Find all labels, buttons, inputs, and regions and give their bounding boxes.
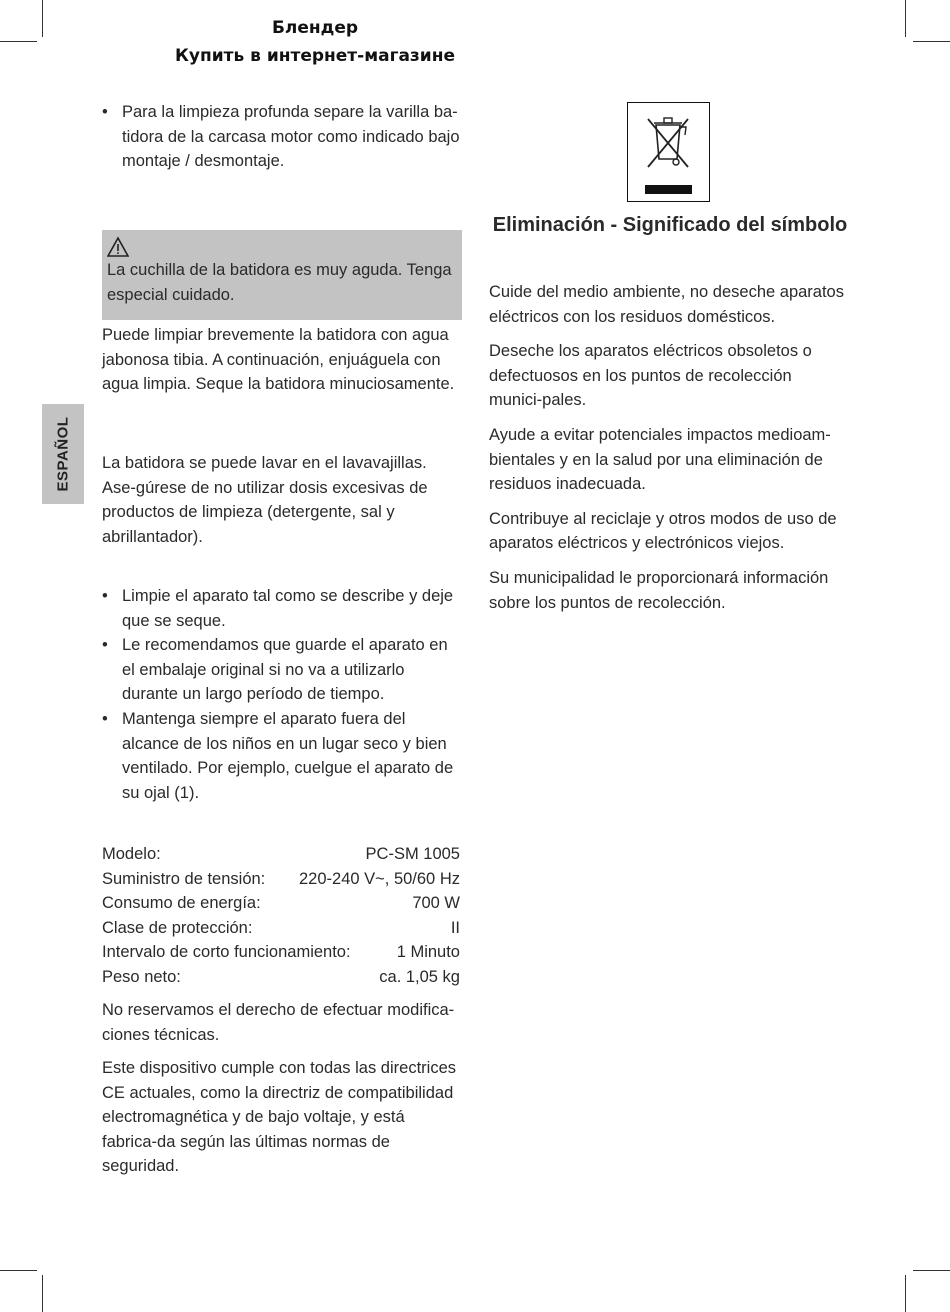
spec-label: Suministro de tensión: [102,869,266,888]
warning-box [102,230,462,320]
spec-row [102,867,460,892]
list-item: • Para la limpieza profunda separe la varilla ba-tidora de la carcasa motor como indicado bajo montaje / desmontaje. [102,100,462,174]
language-tab [42,404,84,504]
crop-mark [913,41,950,42]
disposal-paragraph: Su municipalidad le proporcionará información sobre los puntos de recolección. [489,568,829,612]
spec-row [102,891,460,916]
language-tab-label: ESPAÑOL [54,416,72,492]
spec-label: Consumo de energía: [102,894,261,913]
disposal-paragraph: Contribuye al reciclaje y otros modos de uso de aparatos eléctricos y electrónicos viejos. [489,509,837,553]
spec-value: ca. 1,05 kg [379,967,460,986]
crop-mark [0,41,37,42]
cleaning-bullets [102,100,462,174]
crop-mark [0,1270,37,1271]
spec-row [102,916,460,941]
spec-value: 700 W [412,894,460,913]
spec-value: 1 Minuto [396,943,460,962]
spec-label: Clase de protección: [102,918,253,937]
spec-label: Peso neto: [102,967,181,986]
spec-label: Modelo: [102,845,161,863]
disposal-text [489,280,849,615]
crop-mark [905,0,906,37]
warning-triangle-icon [107,236,129,258]
page-title: Блендер [271,18,359,38]
disposal-paragraph: Deseche los aparatos eléctricos obsoletos o defectuosos en los puntos de recolección munici-pales. [489,342,812,410]
list-item: • Le recomendamos que guarde el aparato en el embalaje original si no va a utilizarlo durante un largo período de tiempo. [102,633,462,707]
spec-row [102,940,460,965]
disposal-paragraph: Cuide del medio ambiente, no deseche aparatos eléctricos con los residuos domésticos. [489,283,844,326]
ce-paragraph: Este dispositivo cumple con todas las directrices CE actuales, como la directriz de compatibilidad electromagnética y de bajo voltaje, y está fabrica-da según las últimas normas de seguridad. [102,1059,456,1176]
wipe-paragraph: Puede limpiar brevemente la batidora con agua jabonosa tibia. A continuación, enjuáguela con agua limpia. Seque la batidora minuciosamente. [102,326,455,394]
spec-value: PC-SM 1005 [365,845,460,863]
spec-label: Intervalo de corto funcionamiento: [102,943,351,962]
dishwasher-paragraph: La batidora se puede lavar en el lavavajillas. Ase-gúrese de no utilizar dosis excesivas de productos de limpieza (detergente, sal y abrillantador). [102,454,428,546]
page-subtitle: Купить в интернет-магазине [174,46,455,66]
warning-text: La cuchilla de la batidora es muy aguda. Tenga especial cuidado. [107,261,452,304]
list-item: • Mantenga siempre el aparato fuera del alcance de los niños en un lugar seco y bien ventilado. Por ejemplo, cuelgue el aparato de su ojal (1). [102,707,462,805]
crop-mark [913,1270,950,1271]
spec-row [102,965,460,990]
weee-symbol-frame [627,102,710,202]
reserve-paragraph: No reservamos el derecho de efectuar modifica-ciones técnicas. [102,1001,455,1044]
crossed-out-wheelie-bin-icon [628,103,708,200]
disposal-heading: Eliminación - Significado del símbolo [492,214,848,236]
spec-value: 220-240 V~, 50/60 Hz [299,869,460,888]
disposal-paragraph: Ayude a evitar potenciales impactos medioam-bientales y en la salud por una eliminación de residuos inadecuada. [489,425,831,494]
list-item: • Limpie el aparato tal como se describe y deje que se seque. [102,584,462,633]
crop-mark [905,1275,906,1312]
crop-mark [42,1275,43,1312]
spec-value: II [450,918,460,937]
spec-row [102,842,460,867]
spec-table [102,842,460,990]
storage-bullets [102,584,462,805]
